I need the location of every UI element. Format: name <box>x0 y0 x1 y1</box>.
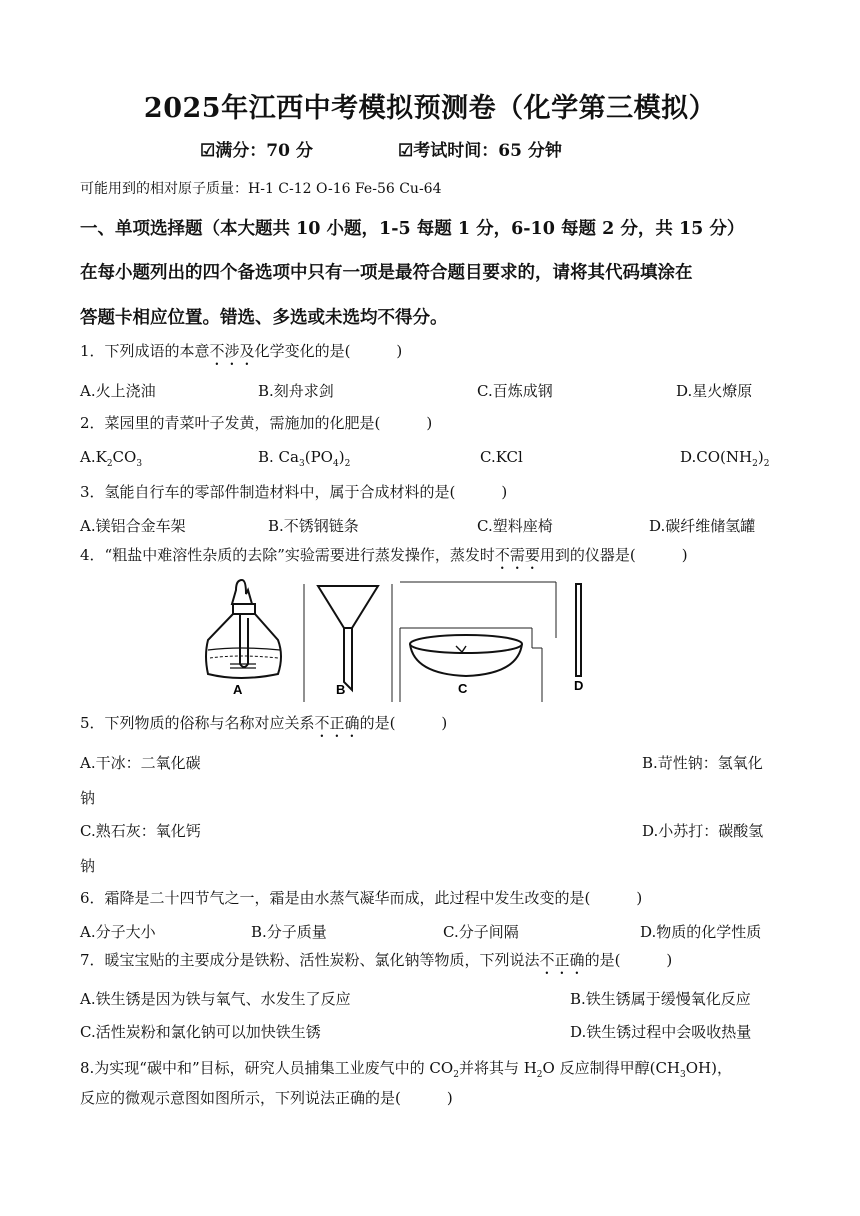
section-instructions-1: 在每小题列出的四个备选项中只有一项是最符合题目要求的，请将其代码填涂在 <box>80 263 693 283</box>
full-score: ☑满分：70 分 <box>200 141 313 161</box>
q6-option-a[interactable]: A.分子大小 <box>80 923 156 941</box>
q6-option-d[interactable]: D.物质的化学性质 <box>640 923 762 941</box>
q5-option-b[interactable]: B.苛性钠：氢氧化 <box>642 754 763 772</box>
question-7-stem: 7．暖宝宝贴的主要成分是铁粉、活性炭粉、氯化钠等物质，下列说法不正确的是( ) <box>80 951 673 969</box>
figure-label-a: A <box>233 682 243 697</box>
figure-label-b: B <box>336 682 346 697</box>
q5-option-a[interactable]: A.干冰：二氧化碳 <box>80 754 201 772</box>
q7-option-a[interactable]: A.铁生锈是因为铁与氧气、水发生了反应 <box>80 990 351 1008</box>
q7-option-c[interactable]: C.活性炭粉和氯化钠可以加快铁生锈 <box>80 1023 321 1041</box>
q3-option-d[interactable]: D.碳纤维储氢罐 <box>649 517 756 535</box>
section-heading: 一、单项选择题（本大题共 10 小题，1-5 每题 1 分，6-10 每题 2 分，共 15 分） <box>80 219 745 239</box>
alcohol-lamp-icon <box>206 580 281 678</box>
q5-option-b-wrap: 钠 <box>80 789 96 807</box>
question-1-stem: 1．下列成语的本意不涉及化学变化的是( ) <box>80 342 403 360</box>
question-6-stem: 6．霜降是二十四节气之一，霜是由水蒸气凝华而成，此过程中发生改变的是( ) <box>80 889 643 907</box>
q1-option-c[interactable]: C.百炼成钢 <box>477 382 553 400</box>
q3-option-c[interactable]: C.塑料座椅 <box>477 517 553 535</box>
q7-option-b[interactable]: B.铁生锈属于缓慢氧化反应 <box>570 990 751 1008</box>
q2-option-a[interactable]: $A.K_2CO_3$ <box>80 448 143 469</box>
q3-option-a[interactable]: A.镁铝合金车架 <box>80 517 186 535</box>
q3-option-b[interactable]: B.不锈钢链条 <box>268 517 359 535</box>
q1-option-d[interactable]: D.星火燎原 <box>676 382 753 400</box>
question-4-stem: 4．“粗盐中难溶性杂质的去除”实验需要进行蒸发操作，蒸发时不需要用到的仪器是( ) <box>80 546 688 564</box>
q5-option-c[interactable]: C.熟石灰：氧化钙 <box>80 822 201 840</box>
question-5-stem: 5．下列物质的俗称与名称对应关系不正确的是( ) <box>80 714 448 732</box>
lab-apparatus-figure <box>200 578 600 702</box>
page-title: 2025年江西中考模拟预测卷（化学第三模拟） <box>143 93 717 124</box>
figure-label-d: D <box>574 678 584 693</box>
question-3-stem: 3．氢能自行车的零部件制造材料中，属于合成材料的是( ) <box>80 483 508 501</box>
funnel-icon <box>318 586 378 690</box>
q1-option-b[interactable]: B.刻舟求剑 <box>258 382 334 400</box>
atomic-masses: 可能用到的相对原子质量：H-1 C-12 O-16 Fe-56 Cu-64 <box>80 181 442 197</box>
exam-time: ☑考试时间：65 分钟 <box>398 141 562 161</box>
evaporating-dish-icon <box>410 635 522 676</box>
question-8-stem-line2: 反应的微观示意图如图所示，下列说法正确的是( ) <box>80 1089 453 1107</box>
q5-option-d-wrap: 钠 <box>80 857 96 875</box>
figure-label-c: C <box>458 681 468 696</box>
q6-option-c[interactable]: C.分子间隔 <box>443 923 519 941</box>
q7-option-d[interactable]: D.铁生锈过程中会吸收热量 <box>570 1023 752 1041</box>
q1-option-a[interactable]: A.火上浇油 <box>80 382 156 400</box>
q5-option-d[interactable]: D.小苏打：碳酸氢 <box>642 822 764 840</box>
glass-rod-icon <box>576 584 581 676</box>
q2-option-c[interactable]: C.KCl <box>480 448 523 466</box>
question-2-stem: 2．菜园里的青菜叶子发黄，需施加的化肥是( ) <box>80 414 433 432</box>
q2-option-b[interactable]: B. $Ca_3(PO_4)_2$ <box>258 448 351 469</box>
question-8-stem-line1: 8.为实现“碳中和”目标，研究人员捕集工业废气中的 $CO_2$并将其与 $H_2O$ 反应制得甲醇$(CH_3OH)$， <box>80 1059 732 1080</box>
section-instructions-2: 答题卡相应位置。错选、多选或未选均不得分。 <box>80 308 448 328</box>
q6-option-b[interactable]: B.分子质量 <box>251 923 327 941</box>
q2-option-d[interactable]: $D.CO(NH_2)_2$ <box>680 448 770 469</box>
